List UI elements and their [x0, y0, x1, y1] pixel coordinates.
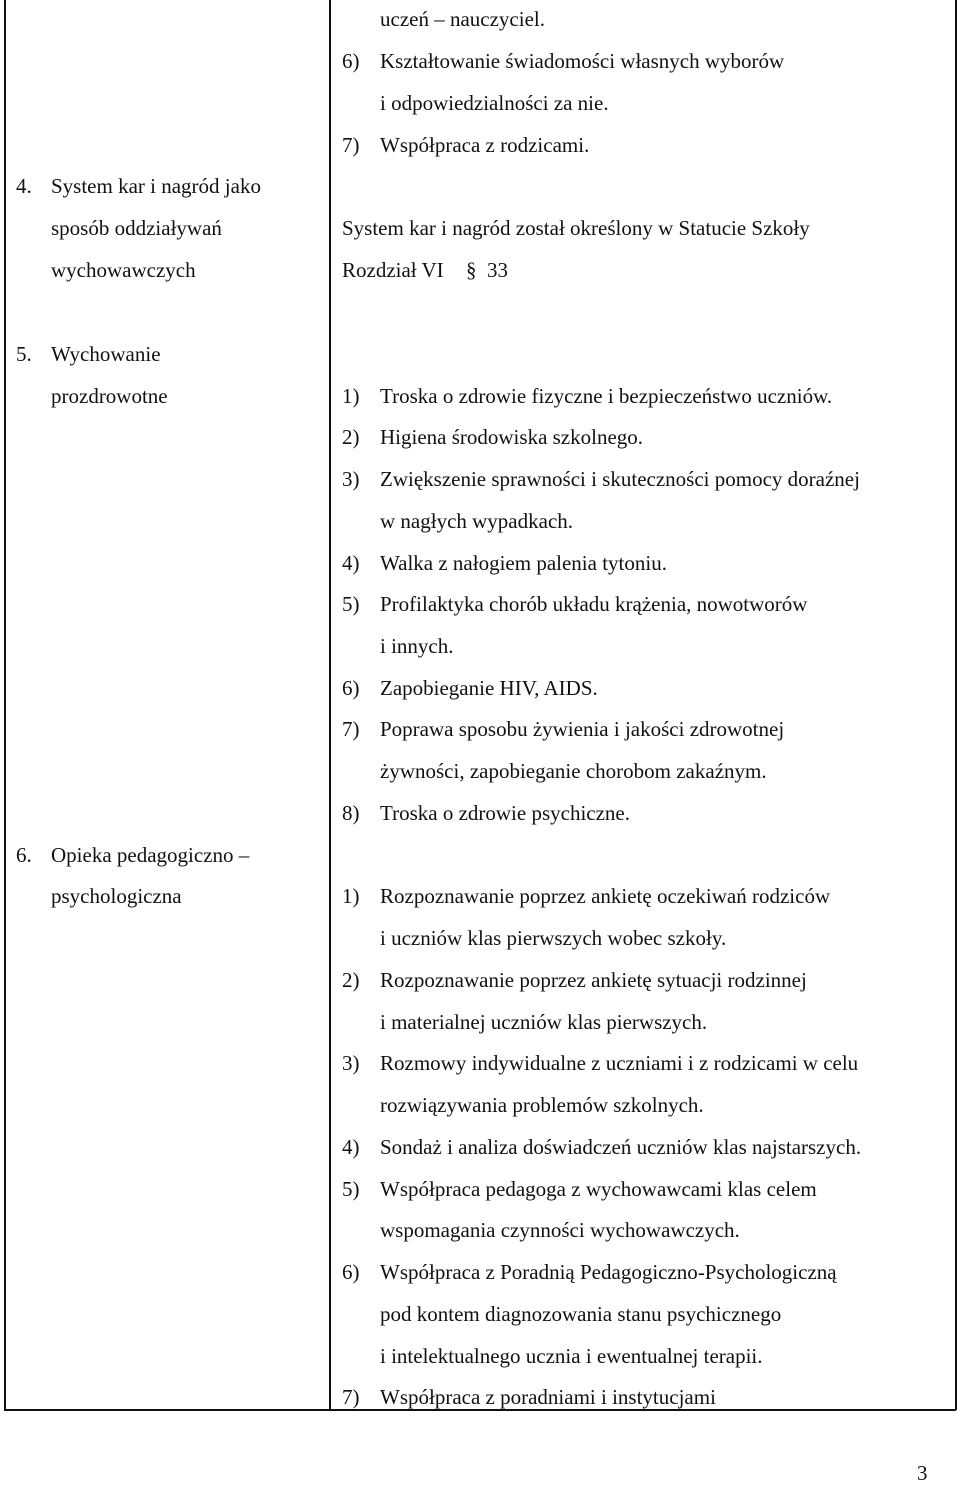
section-title: Opieka pedagogiczno –: [51, 843, 250, 867]
list-item-text: pod kontem diagnozowania stanu psychicznego: [380, 1302, 782, 1326]
list-item-text: Sondaż i analiza doświadczeń uczniów klas najstarszych.: [380, 1135, 862, 1159]
section-text: System kar i nagród został określony w Statucie Szkoły: [342, 216, 810, 240]
list-item-text: i materialnej uczniów klas pierwszych.: [380, 1010, 708, 1034]
list-item-text: Współpraca z poradniami i instytucjami: [380, 1385, 716, 1409]
list-item-text: Poprawa sposobu żywienia i jakości zdrowotnej: [380, 717, 785, 741]
list-item-number: 6): [342, 1260, 360, 1284]
section-text: Rozdział VI: [342, 258, 444, 282]
list-item-number: 5): [342, 1177, 360, 1201]
list-item-number: 5): [342, 592, 360, 616]
table-bottom-border: [4, 1409, 956, 1411]
list-item-number: 3): [342, 467, 360, 491]
list-item-text: Higiena środowiska szkolnego.: [380, 425, 644, 449]
list-item-number: 8): [342, 801, 360, 825]
table-column-divider: [329, 0, 331, 1410]
list-item-text: i odpowiedzialności za nie.: [380, 91, 609, 115]
list-item-text: i uczniów klas pierwszych wobec szkoły.: [380, 926, 727, 950]
list-item-text: Współpraca z Poradnią Pedagogiczno-Psychologiczną: [380, 1260, 837, 1284]
list-item-text: Rozpoznawanie poprzez ankietę oczekiwań rodziców: [380, 884, 831, 908]
list-item-number: 1): [342, 884, 360, 908]
list-item-text: i intelektualnego ucznia i ewentualnej terapii.: [380, 1344, 763, 1368]
list-item-text: Rozmowy indywidualne z uczniami i z rodzicami w celu: [380, 1051, 859, 1075]
table-right-border: [955, 0, 957, 1410]
list-item-continued-text: uczeń – nauczyciel.: [380, 7, 545, 31]
section-number: 6.: [16, 843, 32, 867]
list-item-text: Troska o zdrowie fizyczne i bezpieczeństwo uczniów.: [380, 384, 833, 408]
list-item-number: 4): [342, 551, 360, 575]
section-title: Wychowanie: [51, 342, 161, 366]
list-item-text: Współpraca z rodzicami.: [380, 133, 590, 157]
list-item-number: 7): [342, 133, 360, 157]
section-text: 33: [487, 258, 508, 282]
list-item-number: 2): [342, 425, 360, 449]
list-item-text: Rozpoznawanie poprzez ankietę sytuacji rodzinnej: [380, 968, 807, 992]
list-item-number: 6): [342, 676, 360, 700]
list-item-text: w nagłych wypadkach.: [380, 509, 574, 533]
list-item-number: 3): [342, 1051, 360, 1075]
list-item-number: 7): [342, 717, 360, 741]
list-item-text: Walka z nałogiem palenia tytoniu.: [380, 551, 667, 575]
list-item-text: i innych.: [380, 634, 454, 658]
section-title: prozdrowotne: [51, 384, 168, 408]
section-title: System kar i nagród jako: [51, 174, 261, 198]
list-item-text: rozwiązywania problemów szkolnych.: [380, 1093, 704, 1117]
page-number: 3: [917, 1461, 928, 1485]
list-item-text: wspomagania czynności wychowawczych.: [380, 1218, 740, 1242]
section-number: 5.: [16, 342, 32, 366]
paragraph-sign: §: [466, 258, 477, 282]
table-left-border: [4, 0, 6, 1410]
section-title: sposób oddziaływań: [51, 216, 222, 240]
list-item-text: Współpraca pedagoga z wychowawcami klas celem: [380, 1177, 817, 1201]
list-item-text: Zwiększenie sprawności i skuteczności pomocy doraźnej: [380, 467, 860, 491]
section-title: psychologiczna: [51, 884, 182, 908]
list-item-number: 2): [342, 968, 360, 992]
list-item-number: 1): [342, 384, 360, 408]
list-item-text: Kształtowanie świadomości własnych wyborów: [380, 49, 785, 73]
section-title: wychowawczych: [51, 258, 196, 282]
list-item-text: Zapobieganie HIV, AIDS.: [380, 676, 598, 700]
list-item-text: Profilaktyka chorób układu krążenia, nowotworów: [380, 592, 808, 616]
list-item-number: 4): [342, 1135, 360, 1159]
section-number: 4.: [16, 174, 32, 198]
list-item-number: 6): [342, 49, 360, 73]
list-item-number: 7): [342, 1385, 360, 1409]
list-item-text: Troska o zdrowie psychiczne.: [380, 801, 631, 825]
list-item-text: żywności, zapobieganie chorobom zakaźnym.: [380, 759, 767, 783]
